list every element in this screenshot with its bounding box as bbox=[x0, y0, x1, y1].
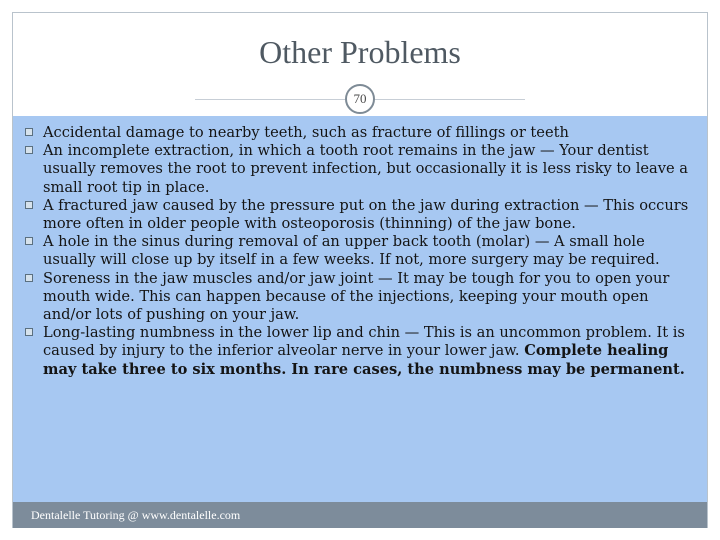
list-item bbox=[23, 270, 695, 325]
list-item bbox=[23, 324, 695, 379]
list-item bbox=[23, 124, 695, 142]
list-item bbox=[23, 233, 695, 269]
bullet-text: An incomplete extraction, in which a tooth root remains in the jaw — Your dentist usually removes the root to prevent infection, but occasionally it is less risky to leave a small root tip in place. bbox=[43, 142, 688, 196]
square-bullet-icon bbox=[25, 146, 33, 154]
footer-bar bbox=[13, 502, 707, 528]
bullet-emphasis-text: Complete healing may take three to six months. In rare cases, the numbness may be permanent. bbox=[43, 342, 685, 378]
list-item bbox=[23, 142, 695, 197]
content-panel bbox=[13, 116, 707, 502]
square-bullet-icon bbox=[25, 328, 33, 336]
slide-number-badge: 70 bbox=[345, 84, 375, 114]
list-item bbox=[23, 197, 695, 233]
bullet-text: Soreness in the jaw muscles and/or jaw joint — It may be tough for you to open your mouth wide. This can happen because of the injections, keeping your mouth open and/or lots of pushing on your jaw. bbox=[43, 269, 670, 324]
square-bullet-icon bbox=[25, 128, 33, 136]
bullet-text: Accidental damage to nearby teeth, such as fracture of fillings or teeth bbox=[43, 124, 569, 141]
bullet-text: A fractured jaw caused by the pressure put on the jaw during extraction — This occurs more often in older people with osteoporosis (thinning) of the jaw bone. bbox=[43, 196, 689, 233]
square-bullet-icon bbox=[25, 274, 33, 282]
square-bullet-icon bbox=[25, 201, 33, 209]
bullet-text: Long-lasting numbness in the lower lip and chin — This is an uncommon problem. It is caused by injury to the inferior alveolar nerve in your lower jaw. bbox=[43, 324, 685, 360]
slide-title: Other Problems bbox=[259, 34, 461, 70]
bullet-text: A hole in the sinus during removal of an upper back tooth (molar) — A small hole usually will close up by itself in a few weeks. If not, more surgery may be required. bbox=[43, 233, 660, 269]
square-bullet-icon bbox=[25, 237, 33, 245]
footer-text: Dentalelle Tutoring @ www.dentalelle.com bbox=[31, 508, 241, 522]
bullet-list bbox=[23, 124, 695, 379]
